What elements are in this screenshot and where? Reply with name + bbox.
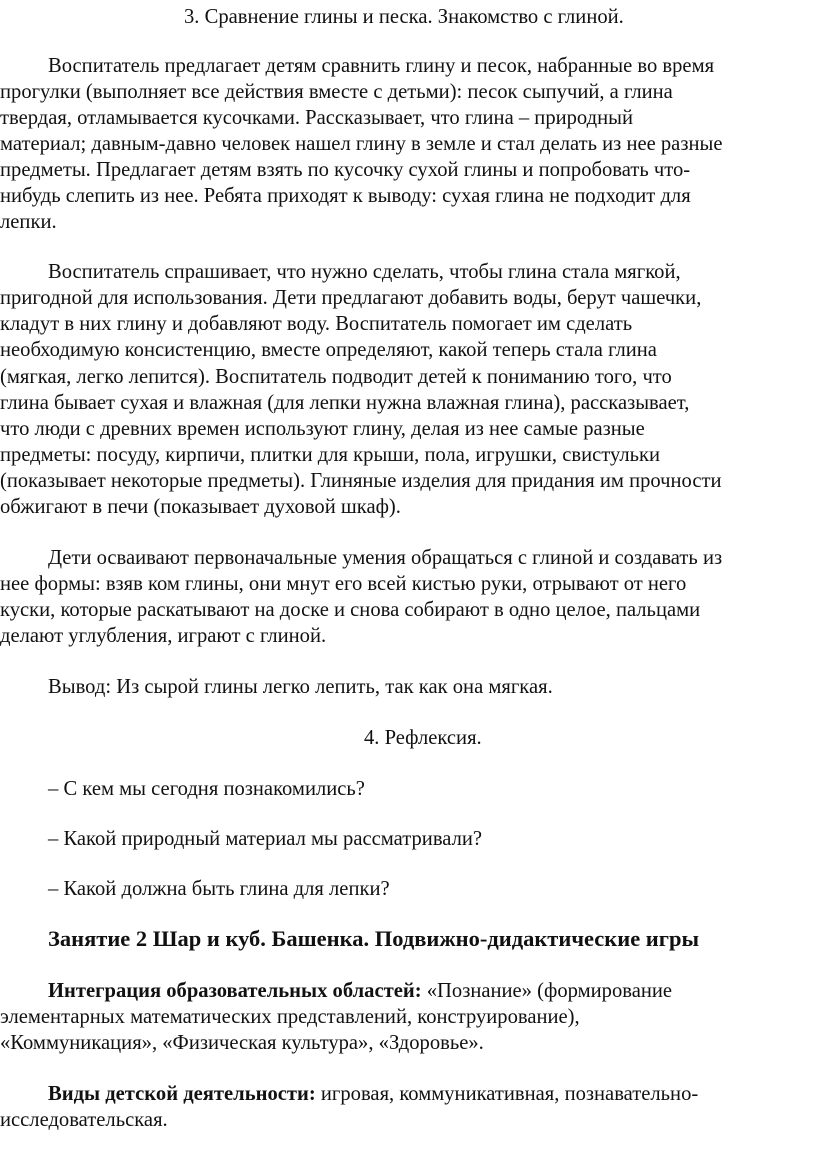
reflection-question: – С кем мы сегодня познакомились? xyxy=(48,778,365,800)
integration-text: «Познание» (формирование xyxy=(421,980,673,1002)
lesson-2-heading: Занятие 2 Шар и куб. Башенка. Подвижно-дидактические игры xyxy=(48,926,700,951)
paragraph-3-line: нее формы: взяв ком глины, они мнут его всей кистью руки, отрывают от него xyxy=(0,573,687,595)
paragraph-2-line: (показывает некоторые предметы). Глиняные изделия для придания им прочности xyxy=(0,470,722,492)
paragraph-1-line: Воспитатель предлагает детям сравнить глину и песок, набранные во время xyxy=(48,55,715,77)
activities-line: исследовательская. xyxy=(0,1109,168,1131)
paragraph-2-line: пригодной для использования. Дети предлагают добавить воды, берут чашечки, xyxy=(0,287,702,309)
paragraph-1-line: твердая, отламывается кусочками. Рассказывает, что глина – природный xyxy=(0,107,633,129)
paragraph-2-line: предметы: посуду, кирпичи, плитки для крыши, пола, игрушки, свистульки xyxy=(0,444,661,466)
paragraph-1-line: прогулки (выполняет все действия вместе с детьми): песок сыпучий, а глина xyxy=(0,81,673,103)
paragraph-2-line: необходимую консистенцию, вместе определяют, какой теперь стала глина xyxy=(0,339,657,361)
reflection-question: – Какой природный материал мы рассматривали? xyxy=(48,828,483,850)
paragraph-3-line: куски, которые раскатывают на доске и снова собирают в одно целое, пальцами xyxy=(0,599,701,621)
integration-line: «Коммуникация», «Физическая культура», «Здоровье». xyxy=(0,1032,484,1054)
paragraph-2-line: кладут в них глину и добавляют воду. Воспитатель помогает им сделать xyxy=(0,313,633,335)
conclusion: Вывод: Из сырой глины легко лепить, так как она мягкая. xyxy=(48,676,553,698)
paragraph-1-line: материал; давным-давно человек нашел глину в земле и стал делать из нее разные xyxy=(0,133,723,155)
paragraph-2-line: глина бывает сухая и влажная (для лепки нужна влажная глина), рассказывает, xyxy=(0,392,690,414)
paragraph-1-line: предметы. Предлагает детям взять по кусочку сухой глины и попробовать что- xyxy=(0,159,691,181)
paragraph-2-line: обжигают в печи (показывает духовой шкаф). xyxy=(0,496,401,518)
paragraph-3-line: Дети осваивают первоначальные умения обращаться с глиной и создавать из xyxy=(48,547,723,569)
paragraph-2-line: (мягкая, легко лепится). Воспитатель подводит детей к пониманию того, что xyxy=(0,366,672,388)
paragraph-1-line: лепки. xyxy=(0,211,57,233)
paragraph-2-line: что люди с древних времен используют глину, делая из нее самые разные xyxy=(0,418,645,440)
activities-line xyxy=(48,1081,698,1107)
paragraph-3-line: делают углубления, играют с глиной. xyxy=(0,625,327,647)
section-4-title: 4. Рефлексия. xyxy=(364,727,482,749)
integration-label: Интеграция образовательных областей: xyxy=(48,980,422,1002)
activities-text: игровая, коммуникативная, познавательно- xyxy=(315,1083,699,1105)
section-3-title: 3. Сравнение глины и песка. Знакомство с глиной. xyxy=(184,6,624,28)
activities-label: Виды детской деятельности: xyxy=(48,1083,316,1105)
integration-line xyxy=(48,978,672,1004)
reflection-question: – Какой должна быть глина для лепки? xyxy=(48,878,390,900)
paragraph-2-line: Воспитатель спрашивает, что нужно сделать, чтобы глина стала мягкой, xyxy=(48,261,681,283)
paragraph-1-line: нибудь слепить из нее. Ребята приходят к выводу: сухая глина не подходит для xyxy=(0,185,691,207)
integration-line: элементарных математических представлений, конструирование), xyxy=(0,1006,580,1028)
